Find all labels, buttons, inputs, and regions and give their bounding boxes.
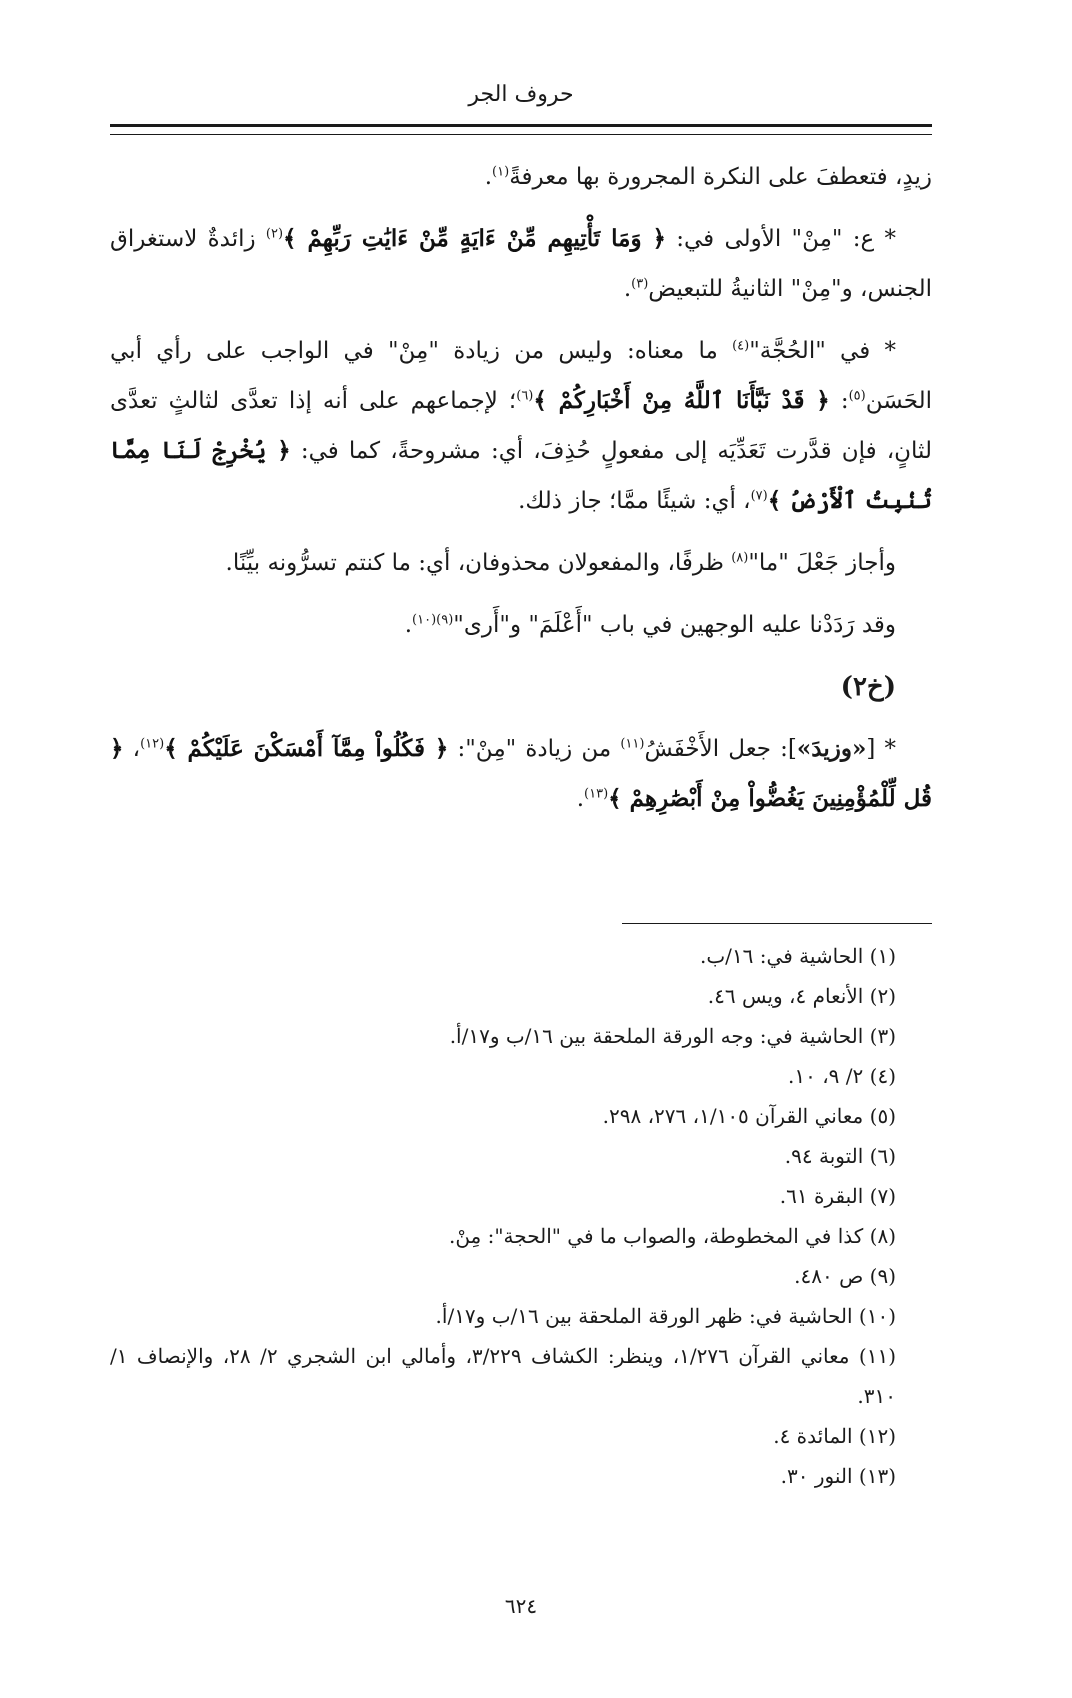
footnote: (١٠) الحاشية في: ظهر الورقة الملحقة بين ١٦/ب و١٧/أ. bbox=[435, 1304, 896, 1328]
footnotes bbox=[110, 936, 932, 1496]
quran-quote: ﴿ فَكُلُواْ مِمَّآ أَمْسَكْنَ عَلَيْكُمْ ﴾ bbox=[164, 735, 449, 762]
quran-quote: ﴿ قُل لِّلْمُؤْمِنِينَ يَغُضُّواْ مِنْ أَبْصَٰرِهِمْ ﴾ bbox=[110, 735, 932, 812]
footnote: (١) الحاشية في: ١٦/ب. bbox=[700, 944, 896, 968]
footnote-ref: (٤) bbox=[732, 338, 750, 354]
footnote-ref: (٨) bbox=[731, 550, 749, 566]
footnote: (٩) ص ٤٨٠. bbox=[794, 1264, 896, 1288]
footnote: (٧) البقرة ٦١. bbox=[779, 1184, 896, 1208]
footnote: (١١) معاني القرآن ١/٢٧٦، وينظر: الكشاف ٣/٢٢٩، وأمالي ابن الشجري ٢/ ٢٨، والإنصاف ١/ ٣١٠. bbox=[110, 1344, 896, 1408]
quran-quote: ﴿ وَمَا تَأْتِيهِم مِّنْ ءَايَةٍ مِّنْ ءَايَٰتِ رَبِّهِمْ ﴾ bbox=[283, 225, 666, 252]
footnote: (٥) معاني القرآن ١/١٠٥، ٢٧٦، ٢٩٨. bbox=[602, 1104, 896, 1128]
footnote-separator bbox=[622, 923, 932, 924]
section-heading: (خ٢) bbox=[840, 672, 896, 702]
footnote-ref: (٢) bbox=[265, 226, 284, 242]
paragraph-4: وأجاز جَعْلَ "ما"$^{(٨)}$ ظرفًا، والمفعولان محذوفان، أي: ما كنتم تسرُّونه بيِّنًا. bbox=[225, 550, 896, 576]
footnote-ref: (١٢) bbox=[140, 736, 165, 752]
footnote-ref: (٩)(١٠) bbox=[412, 612, 454, 628]
footnote-ref: (٥) bbox=[848, 388, 866, 404]
footnote: (١٢) المائدة ٤. bbox=[773, 1424, 896, 1448]
paragraph-1: زيدٍ، فتعطفَ على النكرة المجرورة بها معرفةً$^{(١)}$. bbox=[484, 164, 932, 190]
header-rule-thick bbox=[110, 124, 932, 127]
footnote: (٤) ٢/ ٩، ١٠. bbox=[788, 1064, 896, 1088]
footnote-ref: (١) bbox=[492, 164, 510, 180]
footnote: (٢) الأنعام ٤، ويس ٤٦. bbox=[707, 984, 896, 1008]
footnote-ref: (١٣) bbox=[584, 786, 609, 802]
paragraph-3: * في "الحُجَّة"$^{(٤)}$ ما معناه: وليس من زيادة "مِنْ" في الواجب على رأي أبي الحَسَن$^{(٥)}$: ﴿ قَدْ نَبَّأَنَا ٱللَّهُ مِنْ أَخْبَارِكُمْ ﴾$^{(٦)}$؛ لإجماعهم على أنه إذا تعدَّى لثالثٍ تعدَّى لثانٍ، فإن قدَّرت تَعَدِّيَه إلى مفعولٍ حُذِفَ، أي: مشروحةً، كما في: ﴿ يُخْرِجْ لَنَا مِمَّا تُنۢبِتُ ٱلْأَرْضُ ﴾$^{(٧)}$، أي: شيئًا ممَّا؛ جاز ذلك. bbox=[110, 338, 933, 514]
paragraph-2: * ع: "مِنْ" الأولى في: ﴿ وَمَا تَأْتِيهِم مِّنْ ءَايَةٍ مِّنْ ءَايَٰتِ رَبِّهِمْ ﴾$^{(٢)}$ زائدةٌ لاستغراق الجنس، و"مِنْ" الثانيةُ للتبعيض$^{(٣)}$. bbox=[110, 225, 932, 302]
footnote: (١٣) النور ٣٠. bbox=[780, 1464, 896, 1488]
header-rule-thin bbox=[110, 134, 932, 135]
quran-quote: ﴿ قَدْ نَبَّأَنَا ٱللَّهُ مِنْ أَخْبَارِكُمْ ﴾ bbox=[533, 387, 830, 414]
footnote-ref: (٦) bbox=[516, 388, 534, 404]
quran-quote: ﴿ يُخْرِجْ لَنَا مِمَّا تُنۢبِتُ ٱلْأَرْضُ ﴾ bbox=[110, 437, 932, 514]
footnote-ref: (٧) bbox=[750, 488, 768, 504]
footnote-ref: (١١) bbox=[620, 736, 645, 752]
main-text bbox=[110, 152, 932, 836]
paragraph-6: * [«وزيدَ»]: جعل الأَخْفَشُ$^{(١١)}$ من زيادة "مِنْ": ﴿ فَكُلُواْ مِمَّآ أَمْسَكْنَ عَلَيْكُمْ ﴾$^{(١٢)}$، ﴿ قُل لِّلْمُؤْمِنِينَ يَغُضُّواْ مِنْ أَبْصَٰرِهِمْ ﴾$^{(١٣)}$. bbox=[110, 735, 932, 812]
running-head: حروف الجر bbox=[468, 82, 574, 107]
page-number: ٦٢٤ bbox=[504, 1594, 538, 1618]
footnote: (٣) الحاشية في: وجه الورقة الملحقة بين ١٦/ب و١٧/أ. bbox=[449, 1024, 896, 1048]
paragraph-5: وقد رَدَدْنا عليه الوجهين في باب "أَعْلَمَ" و"أَرى"$^{(٩)(١٠)}$. bbox=[404, 612, 896, 638]
footnote-ref: (٣) bbox=[631, 276, 649, 292]
footnote: (٦) التوبة ٩٤. bbox=[784, 1144, 896, 1168]
footnote: (٨) كذا في المخطوطة، والصواب ما في "الحجة": مِنْ. bbox=[448, 1224, 896, 1248]
